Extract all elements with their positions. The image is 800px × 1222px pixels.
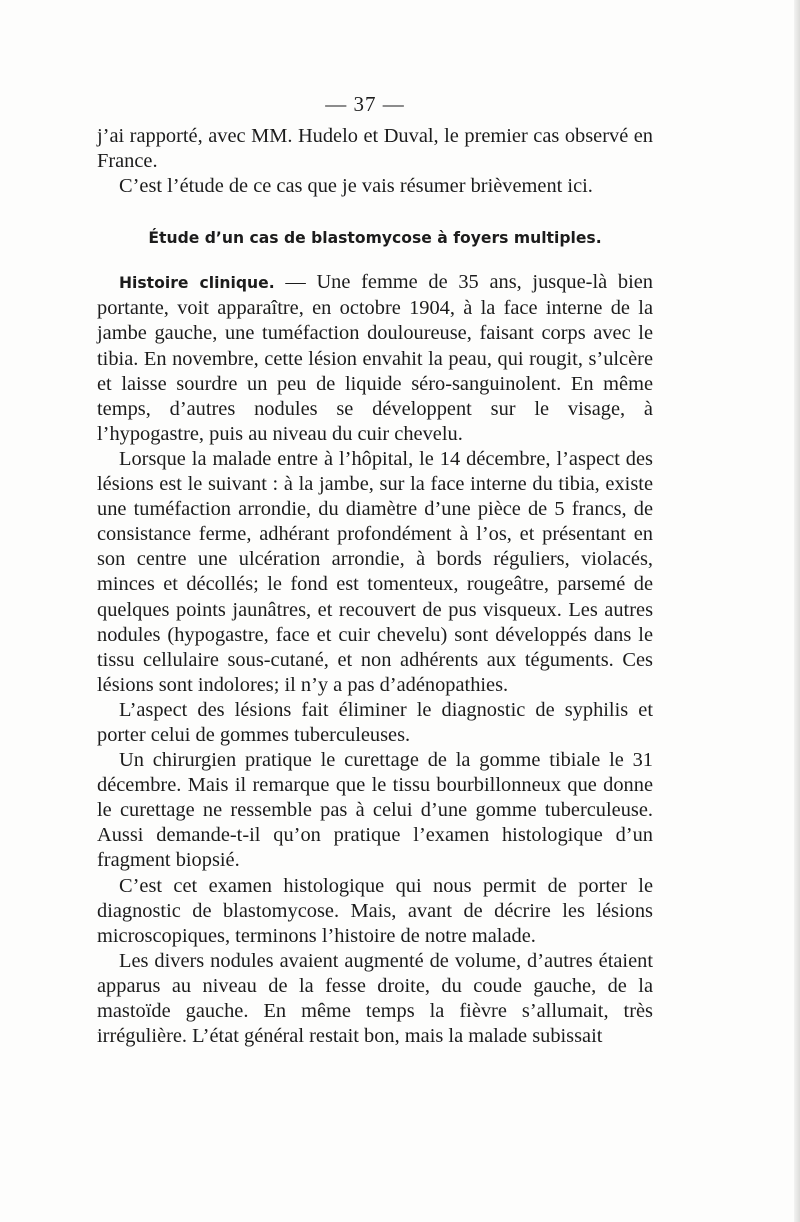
paragraph: Lorsque la malade entre à l’hôpital, le 14 décembre, l’aspect des lésions est le suivant : à la jambe, sur la face interne du tibia, existe une tuméfaction arrondie, du diamètre d’une pièce de 5 francs, de consistance ferme, adhérant profondément à l’os, et présentant en son centre une ulcération arrondie, à bords réguliers, violacés, minces et décollés; le fond est tomenteux, rougeâtre, parsemé de quelques points jaunâtres, et recouvert de pus visqueux. Les autres nodules (hypogastre, face et cuir chevelu) sont développés dans le tissu cellulaire sous-cutané, et non adhérents aux téguments. Ces lésions sont indolores; il n’y a pas d’adénopathies. <box>97 447 653 696</box>
em-dash: — <box>285 271 306 294</box>
paragraph: Un chirurgien pratique le curettage de la gomme tibiale le 31 décembre. Mais il remarque que le tissu bourbillonneux que donne le curettage ne ressemble pas à celui d’une gomme tuberculeuse. Aussi demande-t-il qu’on pratique l’examen histologique d’un fragment biopsié. <box>97 749 653 872</box>
paragraph: L’aspect des lésions fait éliminer le diagnostic de syphilis et porter celui de gommes tuberculeuses. <box>97 698 653 746</box>
paragraph-continued: j’ai rapporté, avec MM. Hudelo et Duval, le premier cas observé en France. <box>97 125 653 173</box>
run-in-heading: Histoire clinique. <box>119 274 275 293</box>
section-heading: Étude d’un cas de blastomycose à foyers multiples. <box>148 229 602 248</box>
paragraph: C’est cet examen histologique qui nous permit de porter le diagnostic de blastomycose. Mais, avant de décrire les lésions microscopiques, terminons l’histoire de notre malade. <box>97 874 653 947</box>
history-paragraph <box>97 270 653 447</box>
paragraph: Les divers nodules avaient augmenté de volume, d’autres étaient apparus au niveau de la fesse droite, du coude gauche, de la mastoïde gauche. En même temps la fièvre s’allumait, très irrégulière. L’état général restait bon, mais la malade subissait <box>97 949 653 1048</box>
history-text: Une femme de 35 ans, jusque-là bien portante, voit apparaître, en octobre 1904, à la face interne de la jambe gauche, une tuméfaction douloureuse, faisant corps avec le tibia. En novembre, cette lésion envahit la peau, qui rougit, s’ulcère et laisse sourdre un peu de liquide séro-sanguinolent. En même temps, d’autres nodules se développent sur le visage, à l’hypogastre, puis au niveau du cuir chevelu. <box>97 271 653 445</box>
page-edge <box>794 0 800 1222</box>
page-number: — 37 — <box>325 92 405 116</box>
body-text <box>97 124 653 1049</box>
paragraph: C’est l’étude de ce cas que je vais résumer brièvement ici. <box>119 175 593 198</box>
